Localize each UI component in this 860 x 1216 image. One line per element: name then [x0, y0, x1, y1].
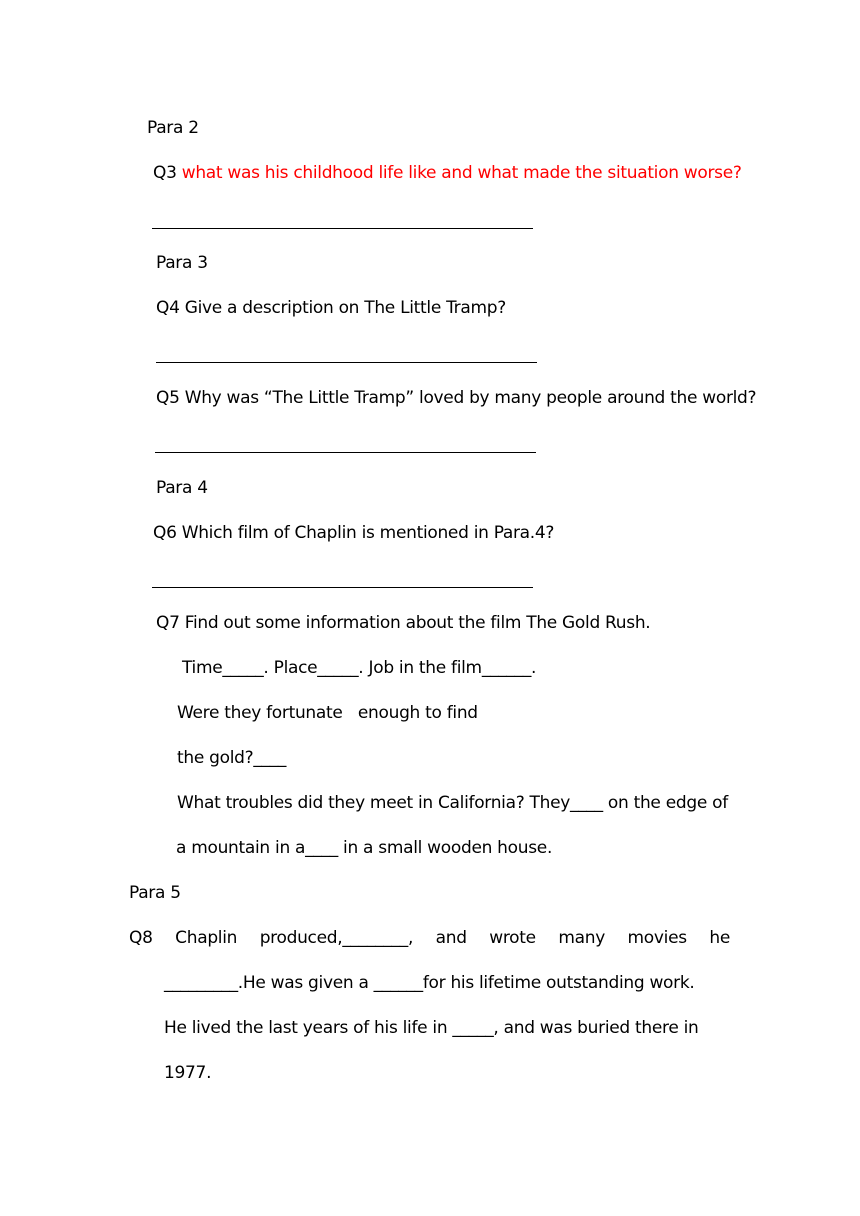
- q3-text: what was his childhood life like and what made the situation worse?: [181, 163, 742, 183]
- q7-line: the gold?____: [177, 748, 287, 768]
- q8-word: Q8: [129, 928, 153, 948]
- q3-question: [153, 162, 742, 184]
- q8-first-line: [129, 927, 730, 949]
- q7-line: What troubles did they meet in California? They____ on the edge of: [177, 793, 728, 813]
- q3-answer-line[interactable]: [152, 228, 533, 229]
- q6-answer-line[interactable]: [152, 587, 533, 588]
- q3-number: Q3: [153, 163, 177, 183]
- para5-heading: Para 5: [129, 883, 181, 903]
- q5-question: Q5 Why was “The Little Tramp” loved by many people around the world?: [156, 388, 757, 408]
- q8-line: He lived the last years of his life in _____, and was buried there in: [164, 1018, 699, 1038]
- q8-word: movies: [627, 928, 687, 948]
- para4-heading: Para 4: [156, 478, 208, 498]
- q7-line: a mountain in a____ in a small wooden house.: [176, 838, 553, 858]
- q8-word: wrote: [489, 928, 536, 948]
- q6-question: Q6 Which film of Chaplin is mentioned in Para.4?: [153, 523, 555, 543]
- q4-answer-line[interactable]: [156, 362, 537, 363]
- q7-line: Were they fortunate enough to find: [177, 703, 478, 723]
- para3-heading: Para 3: [156, 253, 208, 273]
- q8-word: many: [558, 928, 605, 948]
- q5-answer-line[interactable]: [155, 452, 536, 453]
- para2-heading: Para 2: [147, 118, 199, 138]
- q8-word: Chaplin: [175, 928, 238, 948]
- q8-line: 1977.: [164, 1063, 212, 1083]
- q8-word: he: [709, 928, 730, 948]
- q8-line: _________.He was given a ______for his lifetime outstanding work.: [164, 973, 695, 993]
- q7-question: Q7 Find out some information about the film The Gold Rush.: [156, 613, 651, 633]
- q4-question: Q4 Give a description on The Little Tramp?: [156, 298, 506, 318]
- q8-word: produced,________,: [259, 928, 414, 948]
- q7-line: Time_____. Place_____. Job in the film______.: [182, 658, 537, 678]
- q8-word: and: [435, 928, 467, 948]
